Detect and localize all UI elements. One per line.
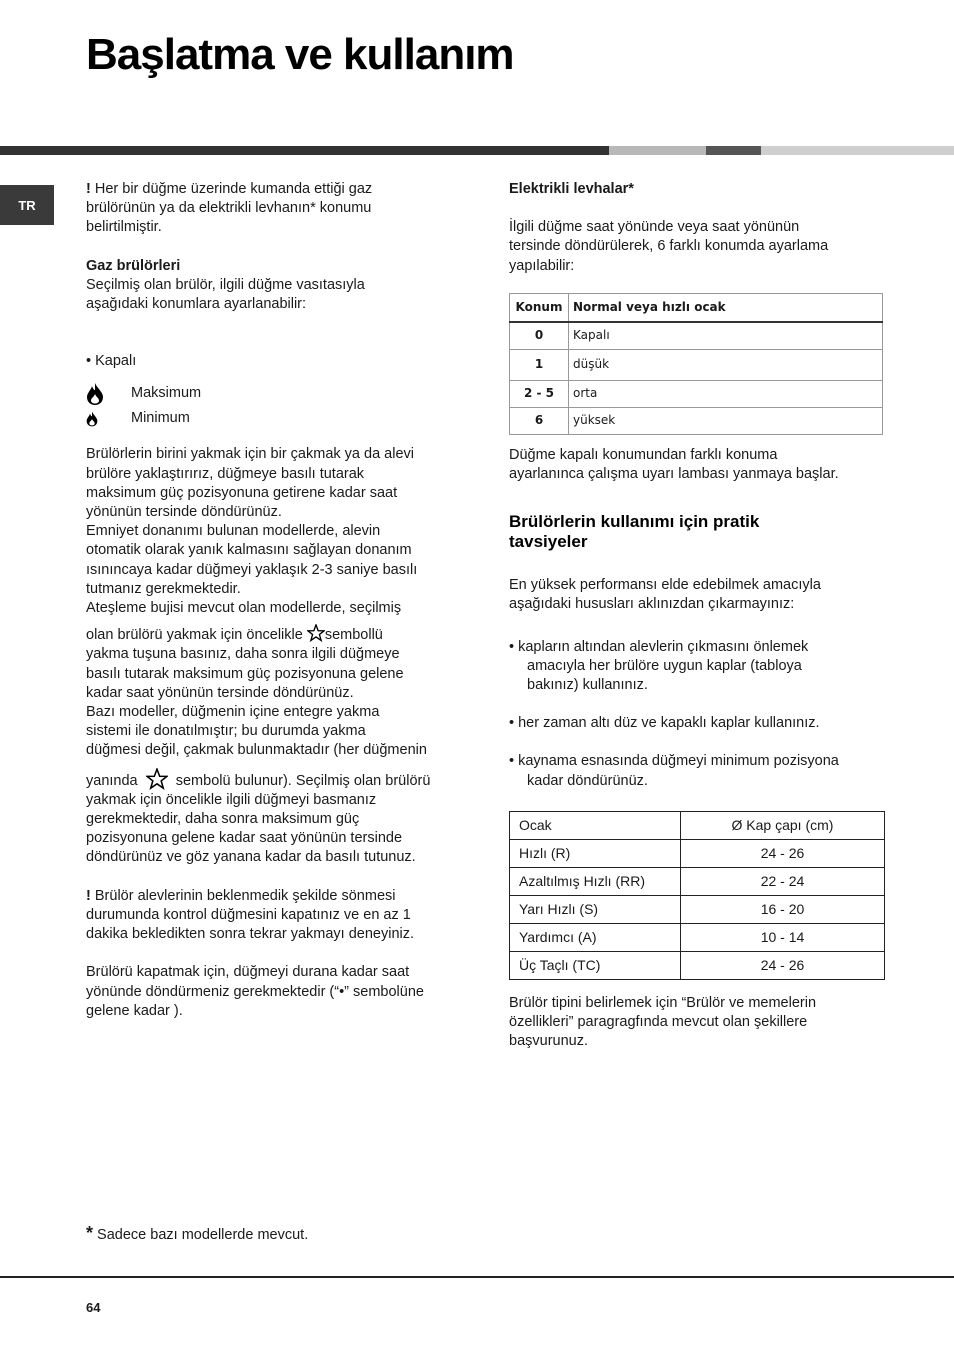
body-text: brülöre yaklaştırırız, düğmeye basılı tutarak [86,465,365,482]
table-cell: orta [569,380,883,407]
tip-item: kadar döndürünüz. [527,772,648,789]
tips-heading: Brülörlerin kullanımı için pratik [509,512,760,532]
warning-text: durumunda kontrol düğmesini kapatınız ve en az 1 [86,906,411,923]
table-cell: düşük [569,349,883,380]
max-label: Maksimum [131,385,202,402]
body-text: maksimum güç pozisyonuna getirene kadar saat [86,484,398,501]
table-row [510,839,885,867]
body-text: yönünde döndürmeniz gerekmektedir (“•” sembolüne [86,983,424,1000]
body-text: yakma tuşuna basınız, daha sonra ilgili düğmeye [86,646,400,663]
table-cell: Üç Taçlı (TC) [510,951,681,979]
header-bar-dark [0,146,609,155]
min-label: Minimum [131,410,190,427]
table-cell: Yarı Hızlı (S) [510,895,681,923]
table-row [510,867,885,895]
table-header-cell: Normal veya hızlı ocak [569,293,883,322]
warning-text: dakika bekledikten sonra tekrar yakmayı deneyiniz. [86,926,415,943]
tip-item: • kaynama esnasında düğmeyi minimum pozisyona [509,753,839,770]
header-bar-light [609,146,706,155]
body-text: İlgili düğme saat yönünde veya saat yönünün [509,219,800,236]
warning-line-1 [86,887,466,906]
body-text: Düğme kapalı konumundan farklı konuma [509,446,778,463]
warning-mark: ! [86,181,91,197]
table-cell: Azaltılmış Hızlı (RR) [510,867,681,895]
body-text: olan brülörü yakmak için öncelikle [86,627,303,644]
tip-item: bakınız) kullanınız. [527,677,648,694]
gas-heading: Gaz brülörleri [86,257,181,274]
body-text-with-icon [86,768,466,791]
body-text: özellikleri” paragragfında mevcut olan şekillere [509,1014,808,1031]
body-text: gerekmektedir, daha sonra maksimum güç [86,811,360,828]
body-text: Brülörü kapatmak için, düğmeyi durana kadar saat [86,964,410,981]
tip-item: • kapların altından alevlerin çıkmasını önlemek [509,638,809,655]
flame-small-icon [86,411,131,427]
body-text: Brülörlerin birini yakmak için bir çakmak ya da alevi [86,446,414,463]
body-text: sistemi ile donatılmıştır; bu durumda yakma [86,723,366,740]
table-cell: 10 - 14 [681,923,885,951]
body-text: yakmak için öncelikle ilgili düğmeyi basmanız [86,791,377,808]
tips-heading: tavsiyeler [509,532,588,552]
electric-heading: Elektrikli levhalar* [509,181,634,197]
intro-text: Her bir düğme üzerinde kumanda ettiği gaz [94,181,373,197]
body-text: sembollü [324,627,383,644]
table-header-row [510,811,885,839]
header-bar-light-end [761,146,954,155]
table-row [510,380,883,407]
body-text: En yüksek performansı elde edebilmek amacıyla [509,577,821,594]
body-text: pozisyonuna gelene kadar saat yönünün tersinde [86,830,403,847]
table-row [510,923,885,951]
table-header-cell: Ø Kap çapı (cm) [681,811,885,839]
right-column [509,180,889,1051]
gas-text: Seçilmiş olan brülör, ilgili düğme vasıtasıyla [86,276,365,293]
body-text: yönünün tersinde döndürünüz. [86,504,282,521]
body-text: ayarlanınca çalışma uyarı lambası yanmaya başlar. [509,466,839,483]
table-cell: 24 - 26 [681,839,885,867]
tip-item: • her zaman altı düz ve kapaklı kaplar kullanınız. [509,715,820,732]
table-cell: 2 - 5 [510,380,569,407]
body-text: aşağıdaki hususları aklınızdan çıkarmayınız: [509,596,795,613]
spark-icon [146,773,168,789]
body-text: düğmesi değil, çakmak bulunmaktadır (her düğmenin [86,742,427,759]
intro-text: brülörünün ya da elektrikli levhanın* konumu [86,200,372,217]
body-text: yanında [86,772,138,789]
warning-mark: ! [86,887,91,904]
table-cell: 0 [510,322,569,350]
body-text-with-icon [86,624,466,645]
position-table [509,293,883,435]
min-row [86,406,466,431]
left-column [86,180,466,1021]
body-text: Ateşleme bujisi mevcut olan modellerde, seçilmiş [86,600,402,617]
table-cell: Yardımcı (A) [510,923,681,951]
table-cell: Hızlı (R) [510,839,681,867]
table-cell: 22 - 24 [681,867,885,895]
table-header-row [510,293,883,322]
warning-text: Brülör alevlerinin beklenmedik şekilde sönmesi [94,887,396,904]
body-text: Emniyet donanımı bulunan modellerde, alevin [86,523,381,540]
table-row [510,951,885,979]
table-row [510,349,883,380]
gas-text: aşağıdaki konumlara ayarlanabilir: [86,296,307,313]
page-number: 64 [86,1300,101,1315]
body-text: sembolü bulunur). Seçilmiş olan brülörü [175,772,431,789]
body-text: Bazı modeller, düğmenin içine entegre yakma [86,704,380,721]
language-tab: TR [0,185,54,225]
table-row [510,407,883,434]
body-text: Brülör tipini belirlemek için “Brülör ve memelerin [509,994,817,1011]
table-header-cell: Ocak [510,811,681,839]
table-row [510,322,883,350]
intro-text: belirtilmiştir. [86,219,162,236]
body-text: gelene kadar ). [86,1002,183,1019]
table-cell: 1 [510,349,569,380]
table-cell: 6 [510,407,569,434]
footnote-text: Sadece bazı modellerde mevcut. [97,1227,309,1243]
flame-large-icon [86,382,131,406]
pot-size-table [509,811,885,980]
body-text: yapılabilir: [509,257,575,274]
body-text: tutmanız gerekmektedir. [86,580,241,597]
table-cell: Kapalı [569,322,883,350]
footnote-star: * [86,1223,94,1243]
intro-line-1 [86,180,466,199]
table-row [510,895,885,923]
spark-icon [307,627,325,643]
bullet-off: • Kapalı [86,353,137,370]
page-title: Başlatma ve kullanım [86,30,514,79]
body-text: döndürünüz ve göz yanana kadar da basılı tutunuz. [86,849,416,866]
table-cell: 16 - 20 [681,895,885,923]
body-text: otomatik olarak yanık kalmasını sağlayan donanım [86,542,412,559]
footnote [86,1224,308,1245]
table-cell: yüksek [569,407,883,434]
footer-rule [0,1276,954,1278]
table-header-cell: Konum [510,293,569,322]
body-text: kadar saat yönünün tersinde döndürünüz. [86,684,354,701]
header-bar-mid [706,146,761,155]
tip-item: amacıyla her brülöre uygun kaplar (tabloya [527,657,802,674]
body-text: başvurunuz. [509,1033,588,1050]
body-text: ısınıncaya kadar düğmeyi yaklaşık 2-3 saniye basılı [86,561,418,578]
table-cell: 24 - 26 [681,951,885,979]
max-row [86,381,466,406]
body-text: basılı tutarak maksimum güç pozisyonuna gelene [86,665,404,682]
body-text: tersinde döndürülerek, 6 farklı konumda ayarlama [509,238,829,255]
